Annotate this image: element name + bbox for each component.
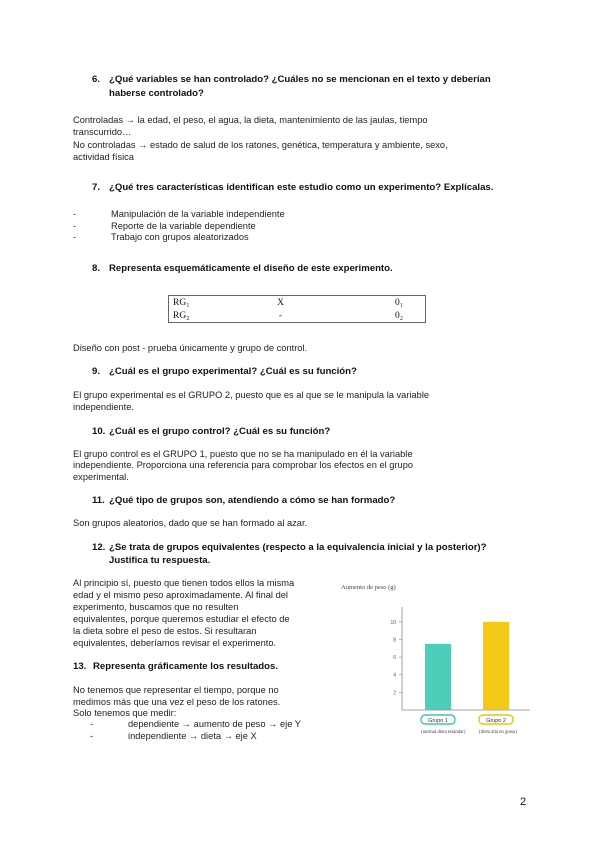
question-8 <box>92 262 393 275</box>
table-cell: 0₂ <box>394 310 403 321</box>
question-text: ¿Qué tipo de grupos son, atendiendo a cómo se han formado? <box>109 495 396 506</box>
answer-8: Diseño con post - prueba únicamente y grupo de control. <box>73 343 308 353</box>
y-axis-label: Aumento de peso (g) <box>341 584 396 591</box>
y-tick-label: 10 <box>390 619 396 626</box>
question-10 <box>92 425 330 438</box>
answer-12-line1: Al principio sí, puesto que tienen todos ellos la misma <box>73 578 295 588</box>
question-number: 6. <box>92 74 101 85</box>
answer-12-line5: la dieta sobre el peso de estos. Si resultaran <box>73 626 257 636</box>
table-cell: RG₁ <box>173 297 190 308</box>
question-number: 12. <box>92 542 106 553</box>
question-text: ¿Qué variables se han controlado? ¿Cuáles no se mencionan en el texto y deberían <box>109 74 491 85</box>
answer-10-line2: independiente. Proporciona una referencia para comprobar los efectos en el grupo <box>73 460 414 470</box>
answer-12-line3: experimento, buscamos que no resulten <box>73 602 239 612</box>
answer-12-line2: edad y el mismo peso aproximadamente. Al final del <box>73 590 288 600</box>
question-text: ¿Cuál es el grupo experimental? ¿Cuál es su función? <box>109 366 357 377</box>
question-7 <box>92 181 493 194</box>
y-ticks <box>390 620 402 697</box>
y-tick-label: 6 <box>393 655 396 662</box>
y-tick-label: 4 <box>393 672 396 679</box>
question-13 <box>73 660 278 673</box>
question-number: 13. <box>73 661 87 672</box>
question-text: Representa gráficamente los resultados. <box>93 661 279 672</box>
answer-12-line6: equivalentes, deberíamos revisar el experimento. <box>73 638 277 648</box>
bars <box>425 622 509 710</box>
answer-13-line1: No tenemos que representar el tiempo, porque no <box>73 685 279 695</box>
question-6 <box>92 73 491 86</box>
question-12 <box>92 541 486 554</box>
question-number: 7. <box>92 182 101 193</box>
question-number: 11. <box>92 495 105 506</box>
category-label: Grupo 2 <box>486 718 506 724</box>
answer-6-line2: transcurrido… <box>73 127 132 137</box>
bar-1 <box>425 644 451 710</box>
answer-6-line3: No controladas → estado de salud de los ratones, genética, temperatura y ambiente, sexo, <box>73 140 448 150</box>
category-label: Grupo 1 <box>428 718 448 724</box>
answer-13-line3: Solo tenemos que medir: <box>73 708 177 718</box>
list-item: - Manipulación de la variable independiente <box>73 209 285 221</box>
design-table <box>168 295 426 323</box>
table-cell: RG₂ <box>173 310 190 321</box>
question-9 <box>92 365 357 378</box>
question-text: ¿Cuál es el grupo control? ¿Cuál es su función? <box>109 426 331 437</box>
answer-11: Son grupos aleatorios, dado que se han formado al azar. <box>73 518 308 528</box>
answer-7-list <box>73 209 285 244</box>
category-note: (dieta alta en grasa) <box>479 730 517 735</box>
question-number: 9. <box>92 366 101 377</box>
list-item: - dependiente → aumento de peso → eje Y <box>90 719 301 731</box>
list-item: - independiente → dieta → eje X <box>90 731 301 743</box>
question-11 <box>92 494 395 507</box>
table-row <box>169 296 426 310</box>
table-cell: - <box>278 310 283 321</box>
table-cell: X <box>277 297 284 308</box>
question-text: ¿Se trata de grupos equivalentes (respecto a la equivalencia inicial y la posterior)? <box>109 542 487 553</box>
answer-10-line3: experimental. <box>73 472 129 482</box>
results-bar-chart <box>335 575 540 765</box>
list-item: - Trabajo con grupos aleatorizados <box>73 232 285 244</box>
question-text: ¿Qué tres características identifican este estudio como un experimento? Explícalas. <box>109 182 494 193</box>
answer-10-line1: El grupo control es el GRUPO 1, puesto que no se ha manipulado en él la variable <box>73 449 413 459</box>
question-12-cont: Justifica tu respuesta. <box>109 555 211 566</box>
y-tick-label: 2 <box>393 690 396 697</box>
bar-2 <box>483 622 509 710</box>
question-6-cont: haberse controlado? <box>109 88 204 99</box>
answer-12-line4: equivalentes, porque queremos estudiar el efecto de <box>73 614 290 624</box>
answer-13-line2: medimos más que una vez el peso de los ratones. <box>73 697 281 707</box>
answer-9-line2: independiente. <box>73 402 135 412</box>
question-number: 10. <box>92 426 106 437</box>
answer-6-line4: actividad física <box>73 152 134 162</box>
answer-9-line1: El grupo experimental es el GRUPO 2, puesto que es al que se le manipula la variable <box>73 390 430 400</box>
answer-13-list <box>90 719 301 742</box>
x-labels <box>421 715 517 735</box>
table-row <box>169 309 426 323</box>
table-cell: 0₁ <box>394 297 403 308</box>
y-tick-label: 8 <box>393 637 396 644</box>
list-item: - Reporte de la variable dependiente <box>73 221 285 233</box>
answer-6-line1: Controladas → la edad, el peso, el agua, la dieta, mantenimiento de las jaulas, tiempo <box>73 115 428 125</box>
question-text: Representa esquemáticamente el diseño de este experimento. <box>109 263 393 274</box>
page-number: 2 <box>520 796 527 808</box>
category-note: (normal dieta estándar) <box>421 730 466 735</box>
question-number: 8. <box>92 263 101 274</box>
